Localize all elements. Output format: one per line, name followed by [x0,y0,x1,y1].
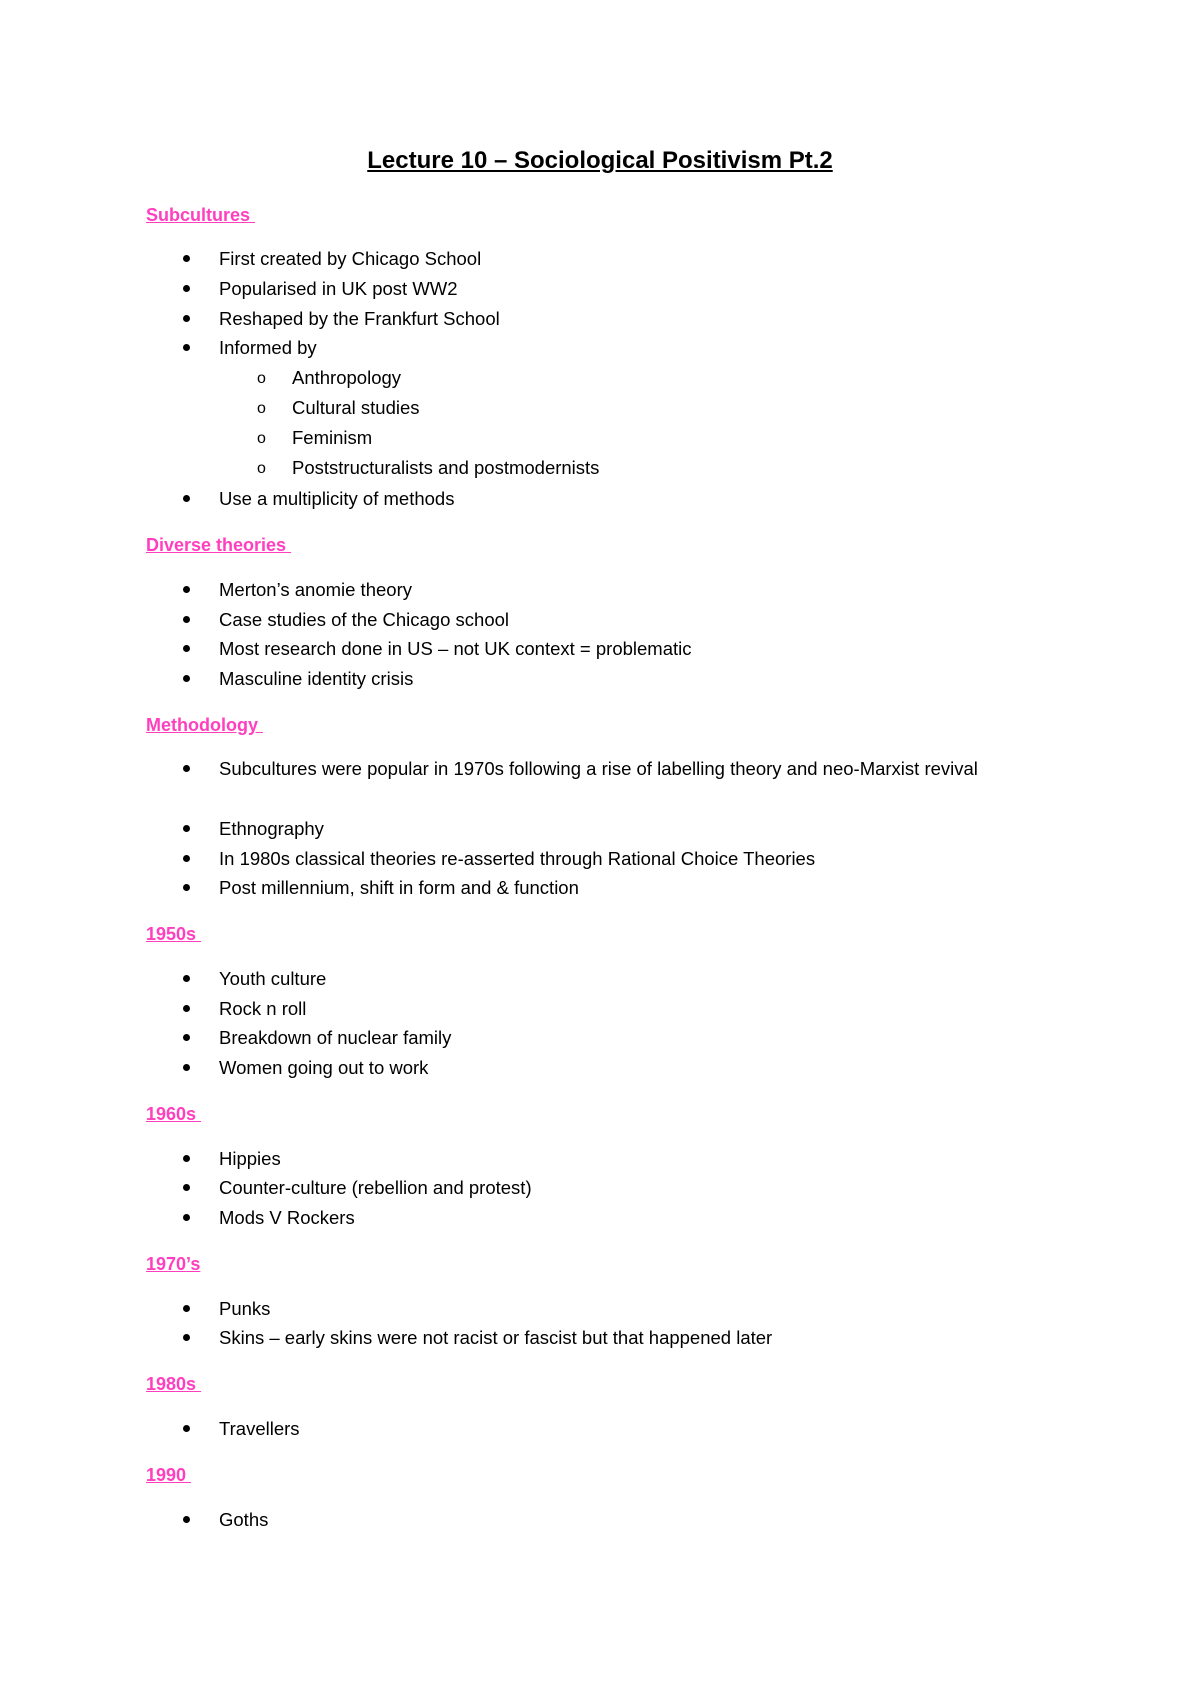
bullet-icon [183,1184,190,1191]
page-title: Lecture 10 – Sociological Positivism Pt.2 [367,147,833,174]
section-heading-subcultures: Subcultures [146,205,256,225]
section-heading-methodology: Methodology [146,715,263,735]
list-item: In 1980s classical theories re-asserted through Rational Choice Theories [219,848,816,869]
bullet-icon [183,1425,190,1432]
circle-bullet-icon: o [257,400,266,417]
list-item: First created by Chicago School [219,248,482,269]
list-item: Women going out to work [219,1057,429,1078]
bullet-icon [183,255,190,262]
bullet-icon [183,1334,190,1341]
list-item: Reshaped by the Frankfurt School [219,308,500,329]
list-item: Ethnography [219,818,324,839]
bullet-icon [183,586,190,593]
list-item: Use a multiplicity of methods [219,488,455,509]
list-item: Mods V Rockers [219,1207,355,1228]
list-item: Masculine identity crisis [219,668,414,689]
list-item: Hippies [219,1148,281,1169]
section-heading-1980s: 1980s [146,1374,202,1394]
section-heading-1970s: 1970’s [146,1254,201,1274]
bullet-icon [183,1064,190,1071]
bullet-icon [183,344,190,351]
list-item: Punks [219,1298,271,1319]
bullet-icon [183,884,190,891]
section-heading-1950s: 1950s [146,924,202,944]
list-item: Breakdown of nuclear family [219,1027,452,1048]
bullet-icon [183,975,190,982]
sub-list-item: Cultural studies [292,397,420,418]
sub-list-item: Feminism [292,427,373,448]
circle-bullet-icon: o [257,370,266,387]
bullet-icon [183,825,190,832]
bullet-icon [183,1155,190,1162]
list-item: Skins – early skins were not racist or fascist but that happened later [219,1327,773,1348]
list-item: Goths [219,1509,269,1530]
section-heading-diverse-theories: Diverse theories [146,535,292,555]
bullet-icon [183,1214,190,1221]
section-heading-1990: 1990 [146,1465,192,1485]
bullet-icon [183,645,190,652]
list-item: Post millennium, shift in form and & function [219,877,579,898]
bullet-icon [183,1034,190,1041]
bullet-icon [183,315,190,322]
bullet-icon [183,855,190,862]
list-item: Case studies of the Chicago school [219,609,510,630]
list-item: Informed by [219,337,317,358]
bullet-icon [183,1005,190,1012]
list-item: Most research done in US – not UK context = problematic [219,638,692,659]
list-item: Counter-culture (rebellion and protest) [219,1177,532,1198]
bullet-icon [183,495,190,502]
list-item: Subcultures were popular in 1970s following a rise of labelling theory and neo-Marxist revival [219,758,978,779]
bullet-icon [183,675,190,682]
list-item: Travellers [219,1418,300,1439]
list-item: Rock n roll [219,998,307,1019]
bullet-icon [183,765,190,772]
list-item: Youth culture [219,968,327,989]
bullet-icon [183,616,190,623]
sub-list-item: Poststructuralists and postmodernists [292,457,600,478]
sub-list-item: Anthropology [292,367,402,388]
bullet-icon [183,285,190,292]
circle-bullet-icon: o [257,430,266,447]
section-heading-1960s: 1960s [146,1104,202,1124]
bullet-icon [183,1305,190,1312]
bullet-icon [183,1516,190,1523]
list-item: Popularised in UK post WW2 [219,278,458,299]
list-item: Merton’s anomie theory [219,579,412,600]
circle-bullet-icon: o [257,460,266,477]
